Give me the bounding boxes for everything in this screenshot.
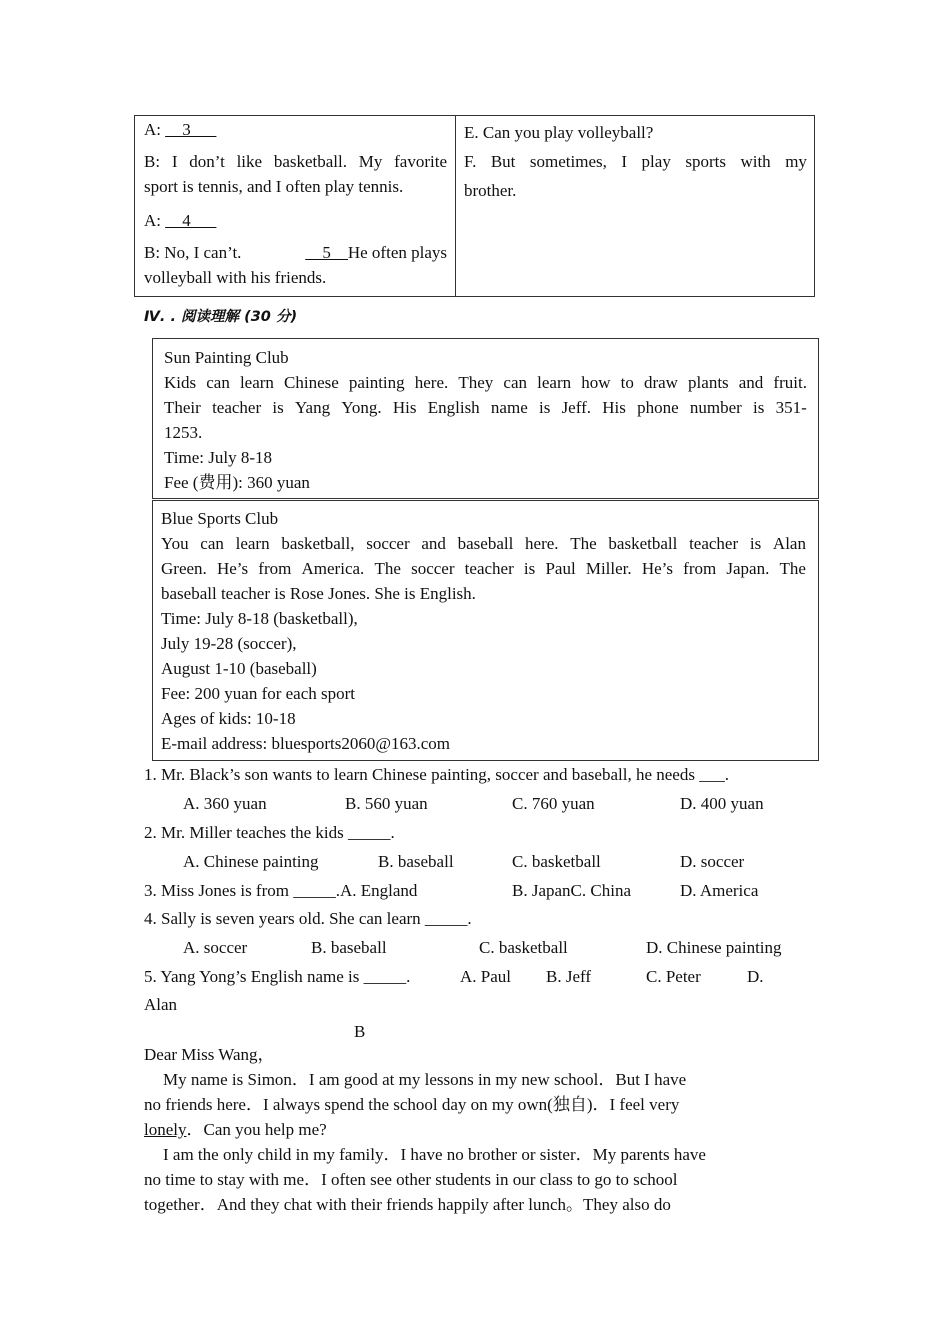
option: A. 360 yuan <box>183 794 267 813</box>
club-time: Time: July 8-18 <box>164 448 273 467</box>
dialogue-b-no <box>144 240 447 265</box>
club-time: August 1-10 (baseball) <box>161 659 317 678</box>
dialogue-text: B: No, I can’t. <box>144 243 242 262</box>
dialogue-line: B: I don’t like basketball. My favorite <box>144 152 447 171</box>
question-4: 4. Sally is seven years old. She can learn _____. <box>144 909 472 928</box>
club-fee: Fee (费用): 360 yuan <box>164 473 310 492</box>
option: D. America <box>680 881 759 900</box>
option: B. baseball <box>378 852 454 871</box>
option: D. Chinese painting <box>646 938 782 957</box>
blank-4: __4___ <box>165 211 217 230</box>
question-1: 1. Mr. Black’s son wants to learn Chinese painting, soccer and baseball, he needs ___. <box>144 765 729 784</box>
option-cont: Alan <box>144 995 178 1014</box>
club-time: July 19-28 (soccer), <box>161 634 297 653</box>
passage-line: together．And they chat with their friends happily after lunch。They also do <box>144 1195 671 1214</box>
option: B. Jeff <box>546 967 592 986</box>
option: B. baseball <box>311 938 387 957</box>
option: C. Peter <box>646 967 701 986</box>
club-text: Green. He’s from America. The soccer teacher is Paul Miller. He’s from Japan. The <box>161 559 806 578</box>
dialogue-text: He often plays <box>347 243 447 262</box>
dialogue-line: volleyball with his friends. <box>144 268 327 287</box>
club-text: Kids can learn Chinese painting here. They can learn how to draw plants and fruit. <box>164 373 807 392</box>
passage-text: ．Can you help me? <box>186 1120 327 1139</box>
option-e: E. Can you play volleyball? <box>464 123 654 142</box>
option: D. soccer <box>680 852 745 871</box>
club-text: Their teacher is Yang Yong. His English name is Jeff. His phone number is 351- <box>164 398 807 417</box>
option: A. Chinese painting <box>183 852 319 871</box>
club-text: You can learn basketball, soccer and baseball here. The basketball teacher is Alan <box>161 534 806 553</box>
option: A. soccer <box>183 938 248 957</box>
option-f-cont: brother. <box>464 181 517 200</box>
passage-line: I am the only child in my family．I have no brother or sister．My parents have <box>163 1145 706 1164</box>
table-divider <box>455 115 456 297</box>
option: D. 400 yuan <box>680 794 764 813</box>
speaker-label: A: <box>144 211 166 230</box>
club-title: Blue Sports Club <box>161 509 279 528</box>
question-2: 2. Mr. Miller teaches the kids _____. <box>144 823 395 842</box>
club-ages: Ages of kids: 10-18 <box>161 709 296 728</box>
club-text: 1253. <box>164 423 203 442</box>
option: B. 560 yuan <box>345 794 428 813</box>
option: C. 760 yuan <box>512 794 595 813</box>
option: D. <box>747 967 764 986</box>
option: C. basketball <box>479 938 568 957</box>
option: B. JapanC. China <box>512 881 631 900</box>
passage-line: My name is Simon．I am good at my lessons in my new school．But I have <box>163 1070 687 1089</box>
club-text: baseball teacher is Rose Jones. She is English. <box>161 584 476 603</box>
dialogue-a3 <box>144 117 216 142</box>
passage-label: B <box>354 1022 366 1041</box>
question-5: 5. Yang Yong’s English name is _____. <box>144 967 411 986</box>
section-heading: Ⅳ. . 阅读理解 (30 分) <box>144 309 298 325</box>
club-email: E-mail address: bluesports2060@163.com <box>161 734 451 753</box>
option: A. Paul <box>460 967 511 986</box>
option: C. basketball <box>512 852 601 871</box>
dialogue-line: sport is tennis, and I often play tennis. <box>144 177 404 196</box>
club-title: Sun Painting Club <box>164 348 289 367</box>
passage-line <box>144 1117 327 1142</box>
blank-5: __5__ <box>305 243 348 262</box>
club-fee: Fee: 200 yuan for each sport <box>161 684 356 703</box>
passage-line: no time to stay with me．I often see other students in our class to go to school <box>144 1170 678 1189</box>
dialogue-b-tennis <box>144 149 447 199</box>
salutation: Dear Miss Wang， <box>144 1045 275 1064</box>
option-f: F. But sometimes, I play sports with my <box>464 152 807 171</box>
blank-3: __3___ <box>165 120 217 139</box>
passage-line: no friends here．I always spend the school day on my own(独自)．I feel very <box>144 1095 680 1114</box>
speaker-label: A: <box>144 120 166 139</box>
club-time: Time: July 8-18 (basketball), <box>161 609 358 628</box>
dialogue-a4 <box>144 208 216 233</box>
question-3: 3. Miss Jones is from _____.A. England <box>144 881 418 900</box>
underlined-word: lonely <box>144 1120 187 1139</box>
